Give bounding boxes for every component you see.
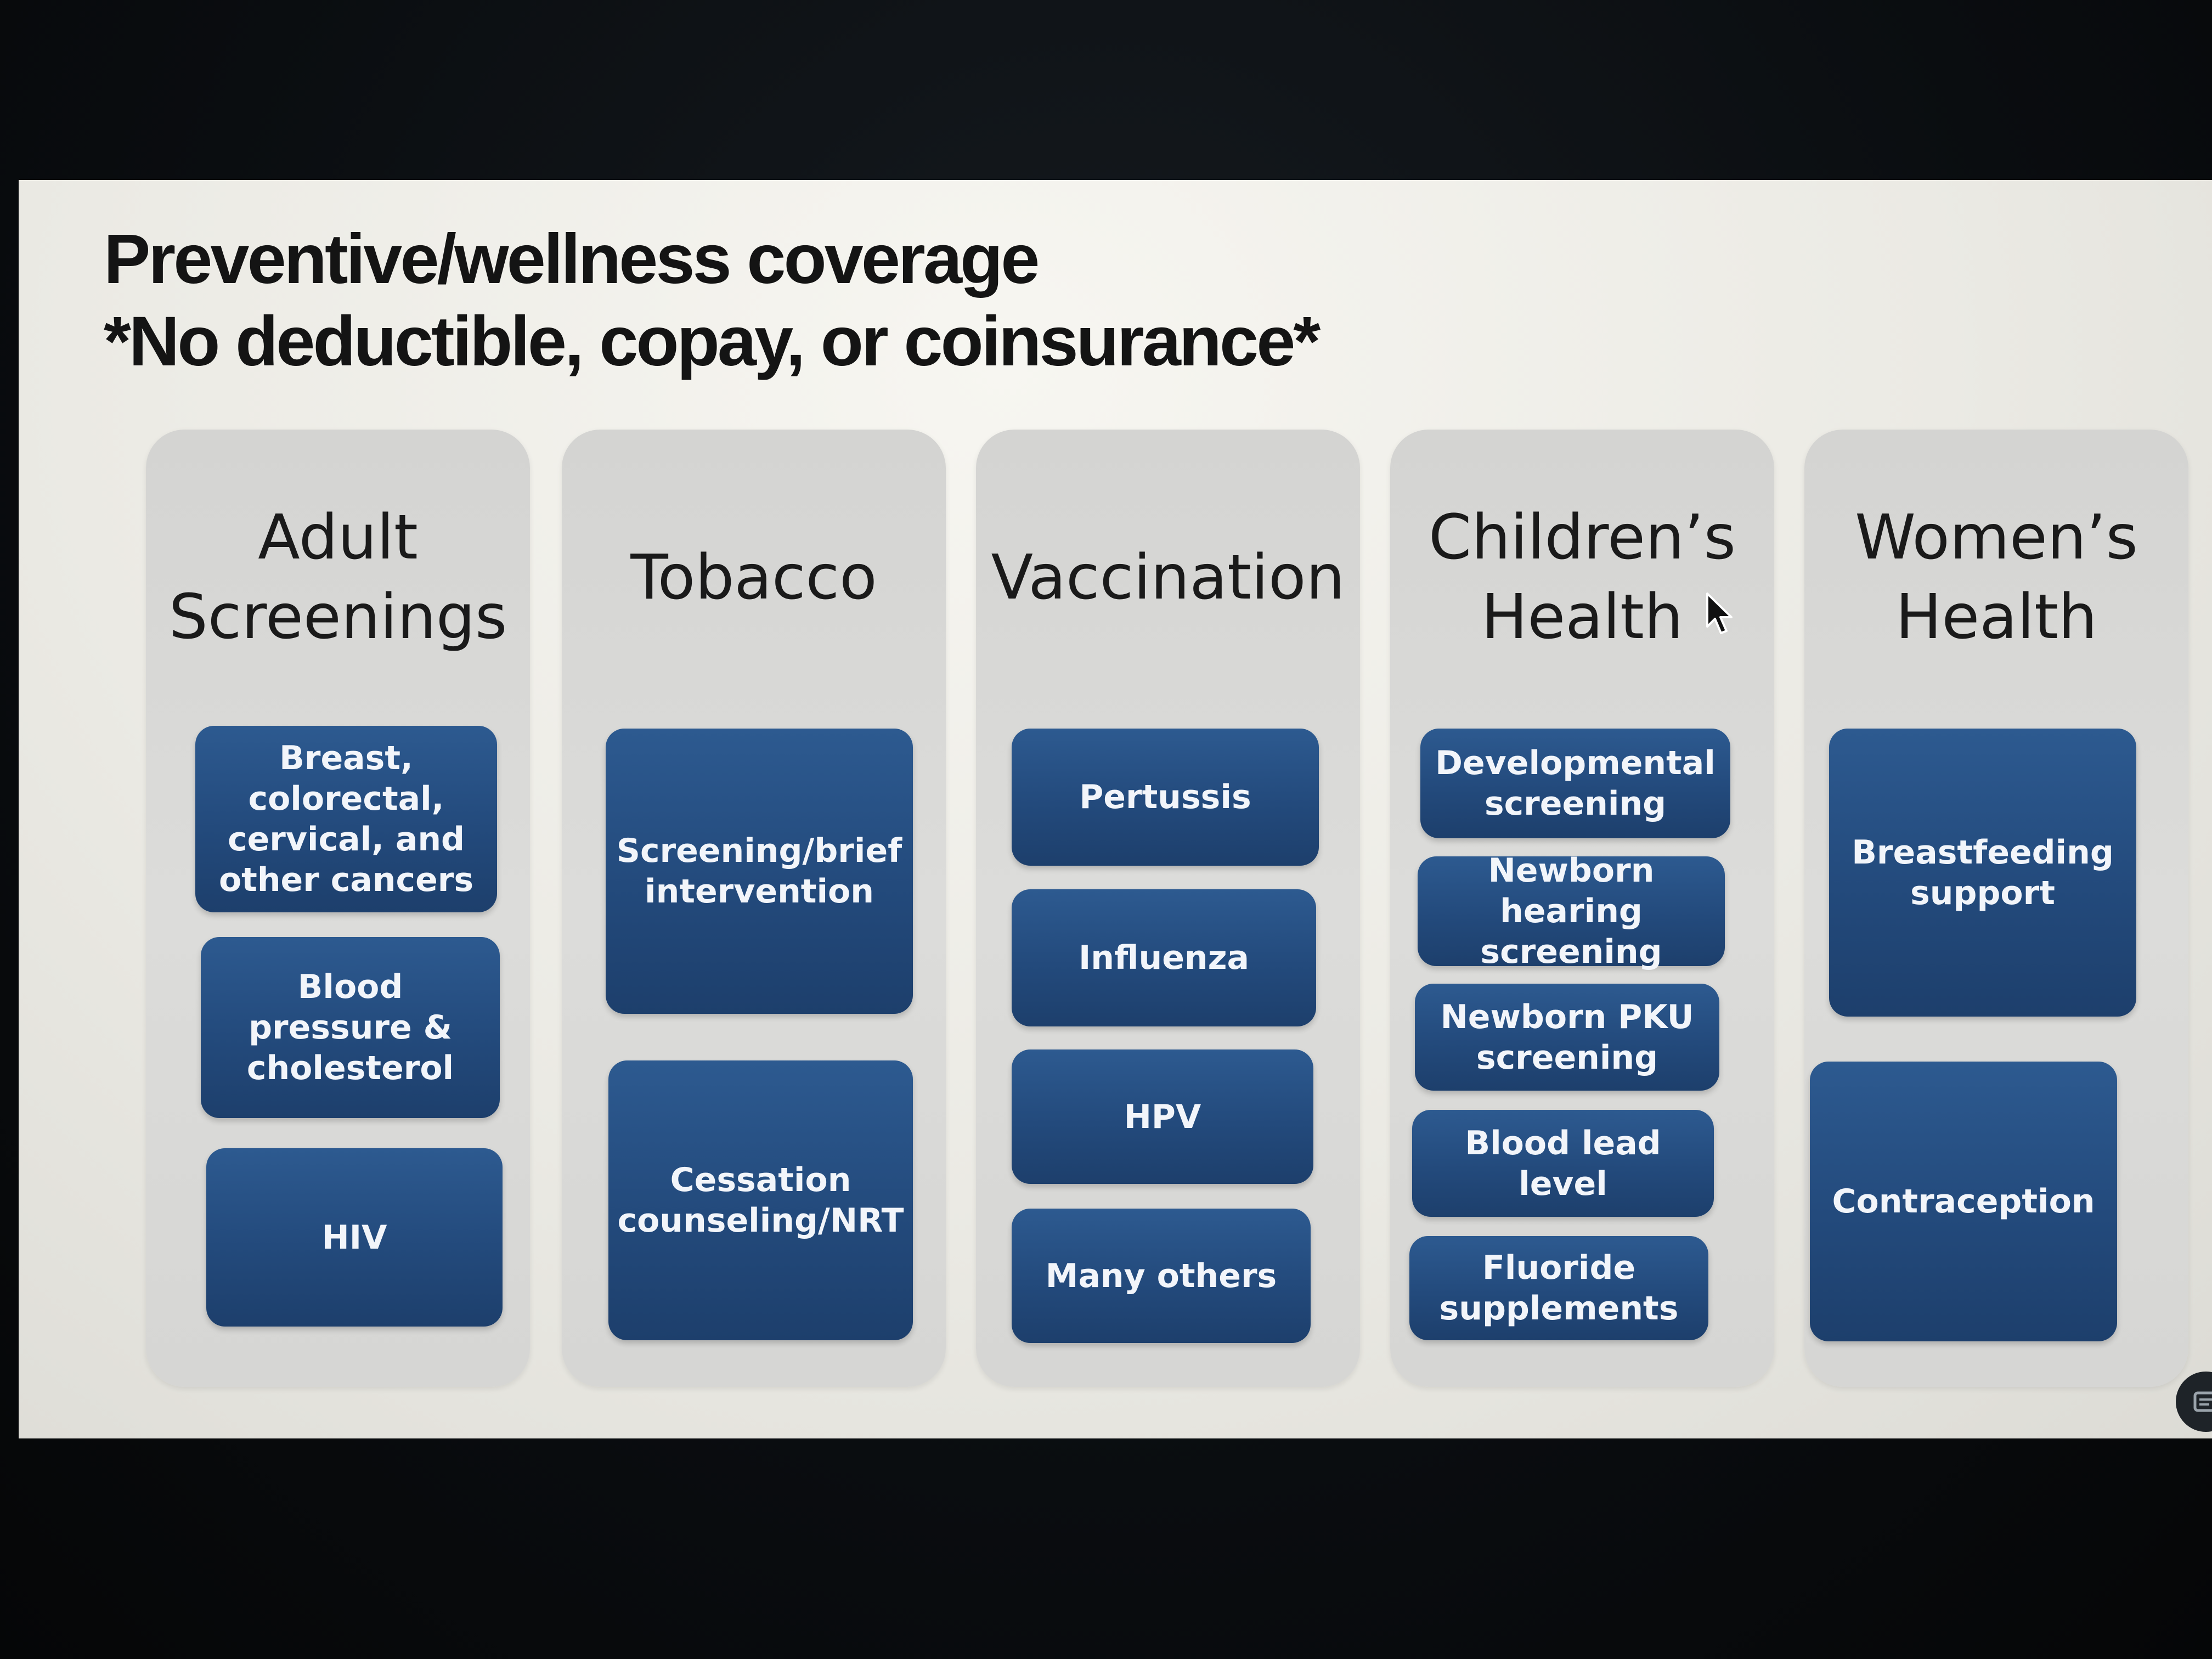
service-box: Developmental screening bbox=[1420, 729, 1730, 838]
column-tobacco bbox=[562, 430, 946, 1387]
service-box: Breast, colorectal, cervical, and other cancers bbox=[195, 726, 497, 912]
service-box: Blood lead level bbox=[1412, 1110, 1714, 1217]
service-box: Breastfeeding support bbox=[1829, 729, 2136, 1017]
service-box: Cessation counseling/NRT bbox=[608, 1060, 913, 1340]
service-box: HPV bbox=[1012, 1049, 1313, 1184]
service-box: Many others bbox=[1012, 1209, 1311, 1343]
column-vaccination bbox=[976, 430, 1360, 1387]
service-box: Contraception bbox=[1810, 1062, 2117, 1341]
slide-title-line-2: *No deductible, copay, or coinsurance* bbox=[104, 302, 1319, 381]
service-box: Screening/brief intervention bbox=[606, 729, 913, 1014]
service-box: HIV bbox=[206, 1148, 503, 1327]
service-box: Newborn PKU screening bbox=[1415, 984, 1719, 1091]
slide-title-line-1: Preventive/wellness coverage bbox=[104, 220, 1038, 298]
service-box: Fluoride supplements bbox=[1409, 1236, 1708, 1340]
column-adult-screenings bbox=[146, 430, 530, 1387]
column-title: Tobacco bbox=[630, 541, 877, 613]
column-title: Vaccination bbox=[991, 541, 1345, 613]
service-box: Pertussis bbox=[1012, 729, 1319, 866]
service-box: Newborn hearing screening bbox=[1418, 856, 1725, 966]
column-womens-health bbox=[1804, 430, 2188, 1387]
slide-title bbox=[104, 218, 1318, 383]
column-title: Adult Screenings bbox=[168, 502, 507, 653]
presentation-slide bbox=[19, 180, 2212, 1438]
service-box: Blood pressure & cholesterol bbox=[201, 937, 500, 1118]
column-title: Women’s Health bbox=[1855, 502, 2138, 653]
column-title: Children’s Health bbox=[1429, 502, 1736, 653]
mouse-pointer-icon bbox=[1706, 592, 1734, 636]
column-childrens-health bbox=[1390, 430, 1774, 1387]
service-box: Influenza bbox=[1012, 889, 1316, 1026]
